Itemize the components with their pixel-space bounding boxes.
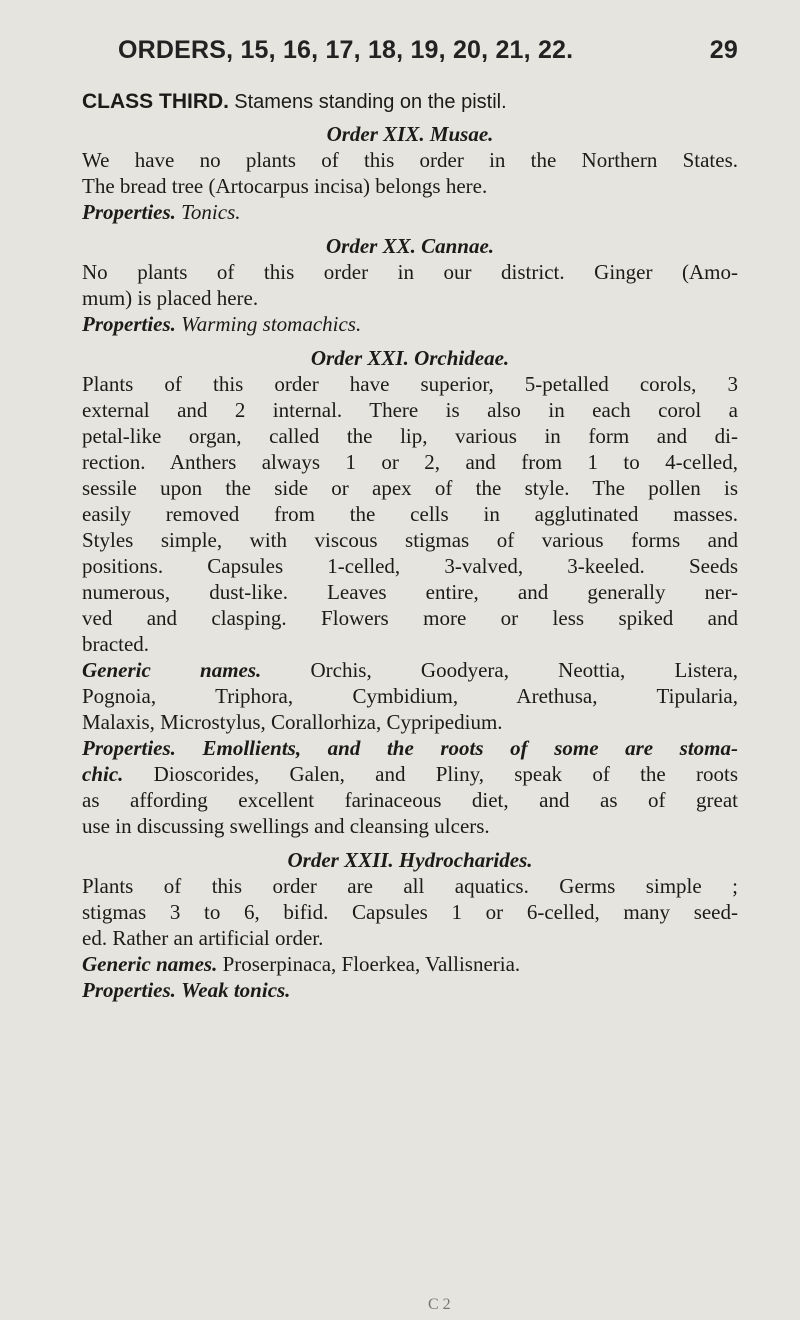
text-line: use in discussing swellings and cleansing ulcers.: [82, 814, 490, 838]
text-line: Pognoia, Triphora, Cymbidium, Arethusa, Tipularia,: [82, 684, 738, 708]
header-title: ORDERS, 15, 16, 17, 18, 19, 20, 21, 22.: [118, 36, 574, 64]
properties-line: [82, 311, 738, 337]
running-header: [118, 36, 738, 65]
text-line: numerous, dust-like. Leaves entire, and generally ner-: [82, 580, 738, 604]
properties-text: Weak tonics.: [181, 978, 291, 1002]
order-title: Order XIX. Musae.: [326, 122, 494, 146]
text-line: No plants of this order in our district. Ginger (Amo-: [82, 260, 738, 284]
page-body: [82, 88, 738, 1003]
properties-label: Properties.: [82, 978, 176, 1002]
properties-line: [82, 977, 738, 1003]
properties-label: Properties.: [82, 312, 176, 336]
generic-names-line: [82, 951, 738, 977]
text-line: rection. Anthers always 1 or 2, and from 1 to 4-celled,: [82, 450, 738, 474]
class-description: Stamens standing on the pistil.: [234, 91, 507, 113]
text-line: external and 2 internal. There is also in each corol a: [82, 398, 738, 422]
generic-names-label: Generic names.: [82, 658, 262, 682]
properties-continued-line: [82, 761, 738, 787]
generic-names-text: Proserpinaca, Floerkea, Vallisneria.: [222, 952, 521, 976]
text-line: Plants of this order are all aquatics. Germs simple ;: [82, 874, 738, 898]
generic-names-line: [82, 657, 738, 683]
text-line: Styles simple, with viscous stigmas of various forms and: [82, 528, 738, 552]
text-line: The bread tree (Artocarpus incisa) belongs here.: [82, 174, 488, 198]
order-title: Order XXI. Orchideae.: [310, 346, 510, 370]
signature-mark: C 2: [428, 1296, 451, 1313]
properties-text: chic.: [82, 762, 124, 786]
properties-text: Emollients, and the roots of some are stoma-: [202, 736, 739, 760]
order-body: [82, 147, 738, 225]
text-line: Dioscorides, Galen, and Pliny, speak of the roots: [153, 762, 738, 786]
class-label: CLASS THIRD.: [82, 90, 229, 113]
properties-text: Warming stomachics.: [181, 312, 362, 336]
text-line: stigmas 3 to 6, bifid. Capsules 1 or 6-celled, many seed-: [82, 900, 738, 924]
text-line: ed. Rather an artificial order.: [82, 926, 324, 950]
order-title: Order XXII. Hydrocharides.: [287, 848, 533, 872]
text-line: We have no plants of this order in the Northern States.: [82, 148, 738, 172]
page-number: 29: [709, 36, 738, 64]
order-body: [82, 371, 738, 839]
text-line: positions. Capsules 1-celled, 3-valved, 3-keeled. Seeds: [82, 554, 738, 578]
text-line: Plants of this order have superior, 5-petalled corols, 3: [82, 372, 738, 396]
text-line: sessile upon the side or apex of the style. The pollen is: [82, 476, 738, 500]
generic-names-text: Orchis, Goodyera, Neottia, Listera,: [310, 658, 738, 682]
properties-text: Tonics.: [181, 200, 241, 224]
text-line: Malaxis, Microstylus, Corallorhiza, Cypripedium.: [82, 710, 503, 734]
properties-label: Properties.: [82, 200, 176, 224]
text-line: ved and clasping. Flowers more or less spiked and: [82, 606, 738, 630]
properties-label: Properties.: [82, 736, 176, 760]
order-body: [82, 259, 738, 337]
text-line: easily removed from the cells in agglutinated masses.: [82, 502, 738, 526]
properties-line: [82, 735, 738, 761]
text-line: as affording excellent farinaceous diet, and as of great: [82, 788, 738, 812]
text-line: mum) is placed here.: [82, 286, 259, 310]
generic-names-label: Generic names.: [82, 952, 218, 976]
properties-line: [82, 199, 738, 225]
class-heading: [82, 88, 738, 115]
order-title: Order XX. Cannae.: [325, 234, 495, 258]
order-body: [82, 873, 738, 1003]
text-line: bracted.: [82, 632, 150, 656]
text-line: petal-like organ, called the lip, various in form and di-: [82, 424, 738, 448]
